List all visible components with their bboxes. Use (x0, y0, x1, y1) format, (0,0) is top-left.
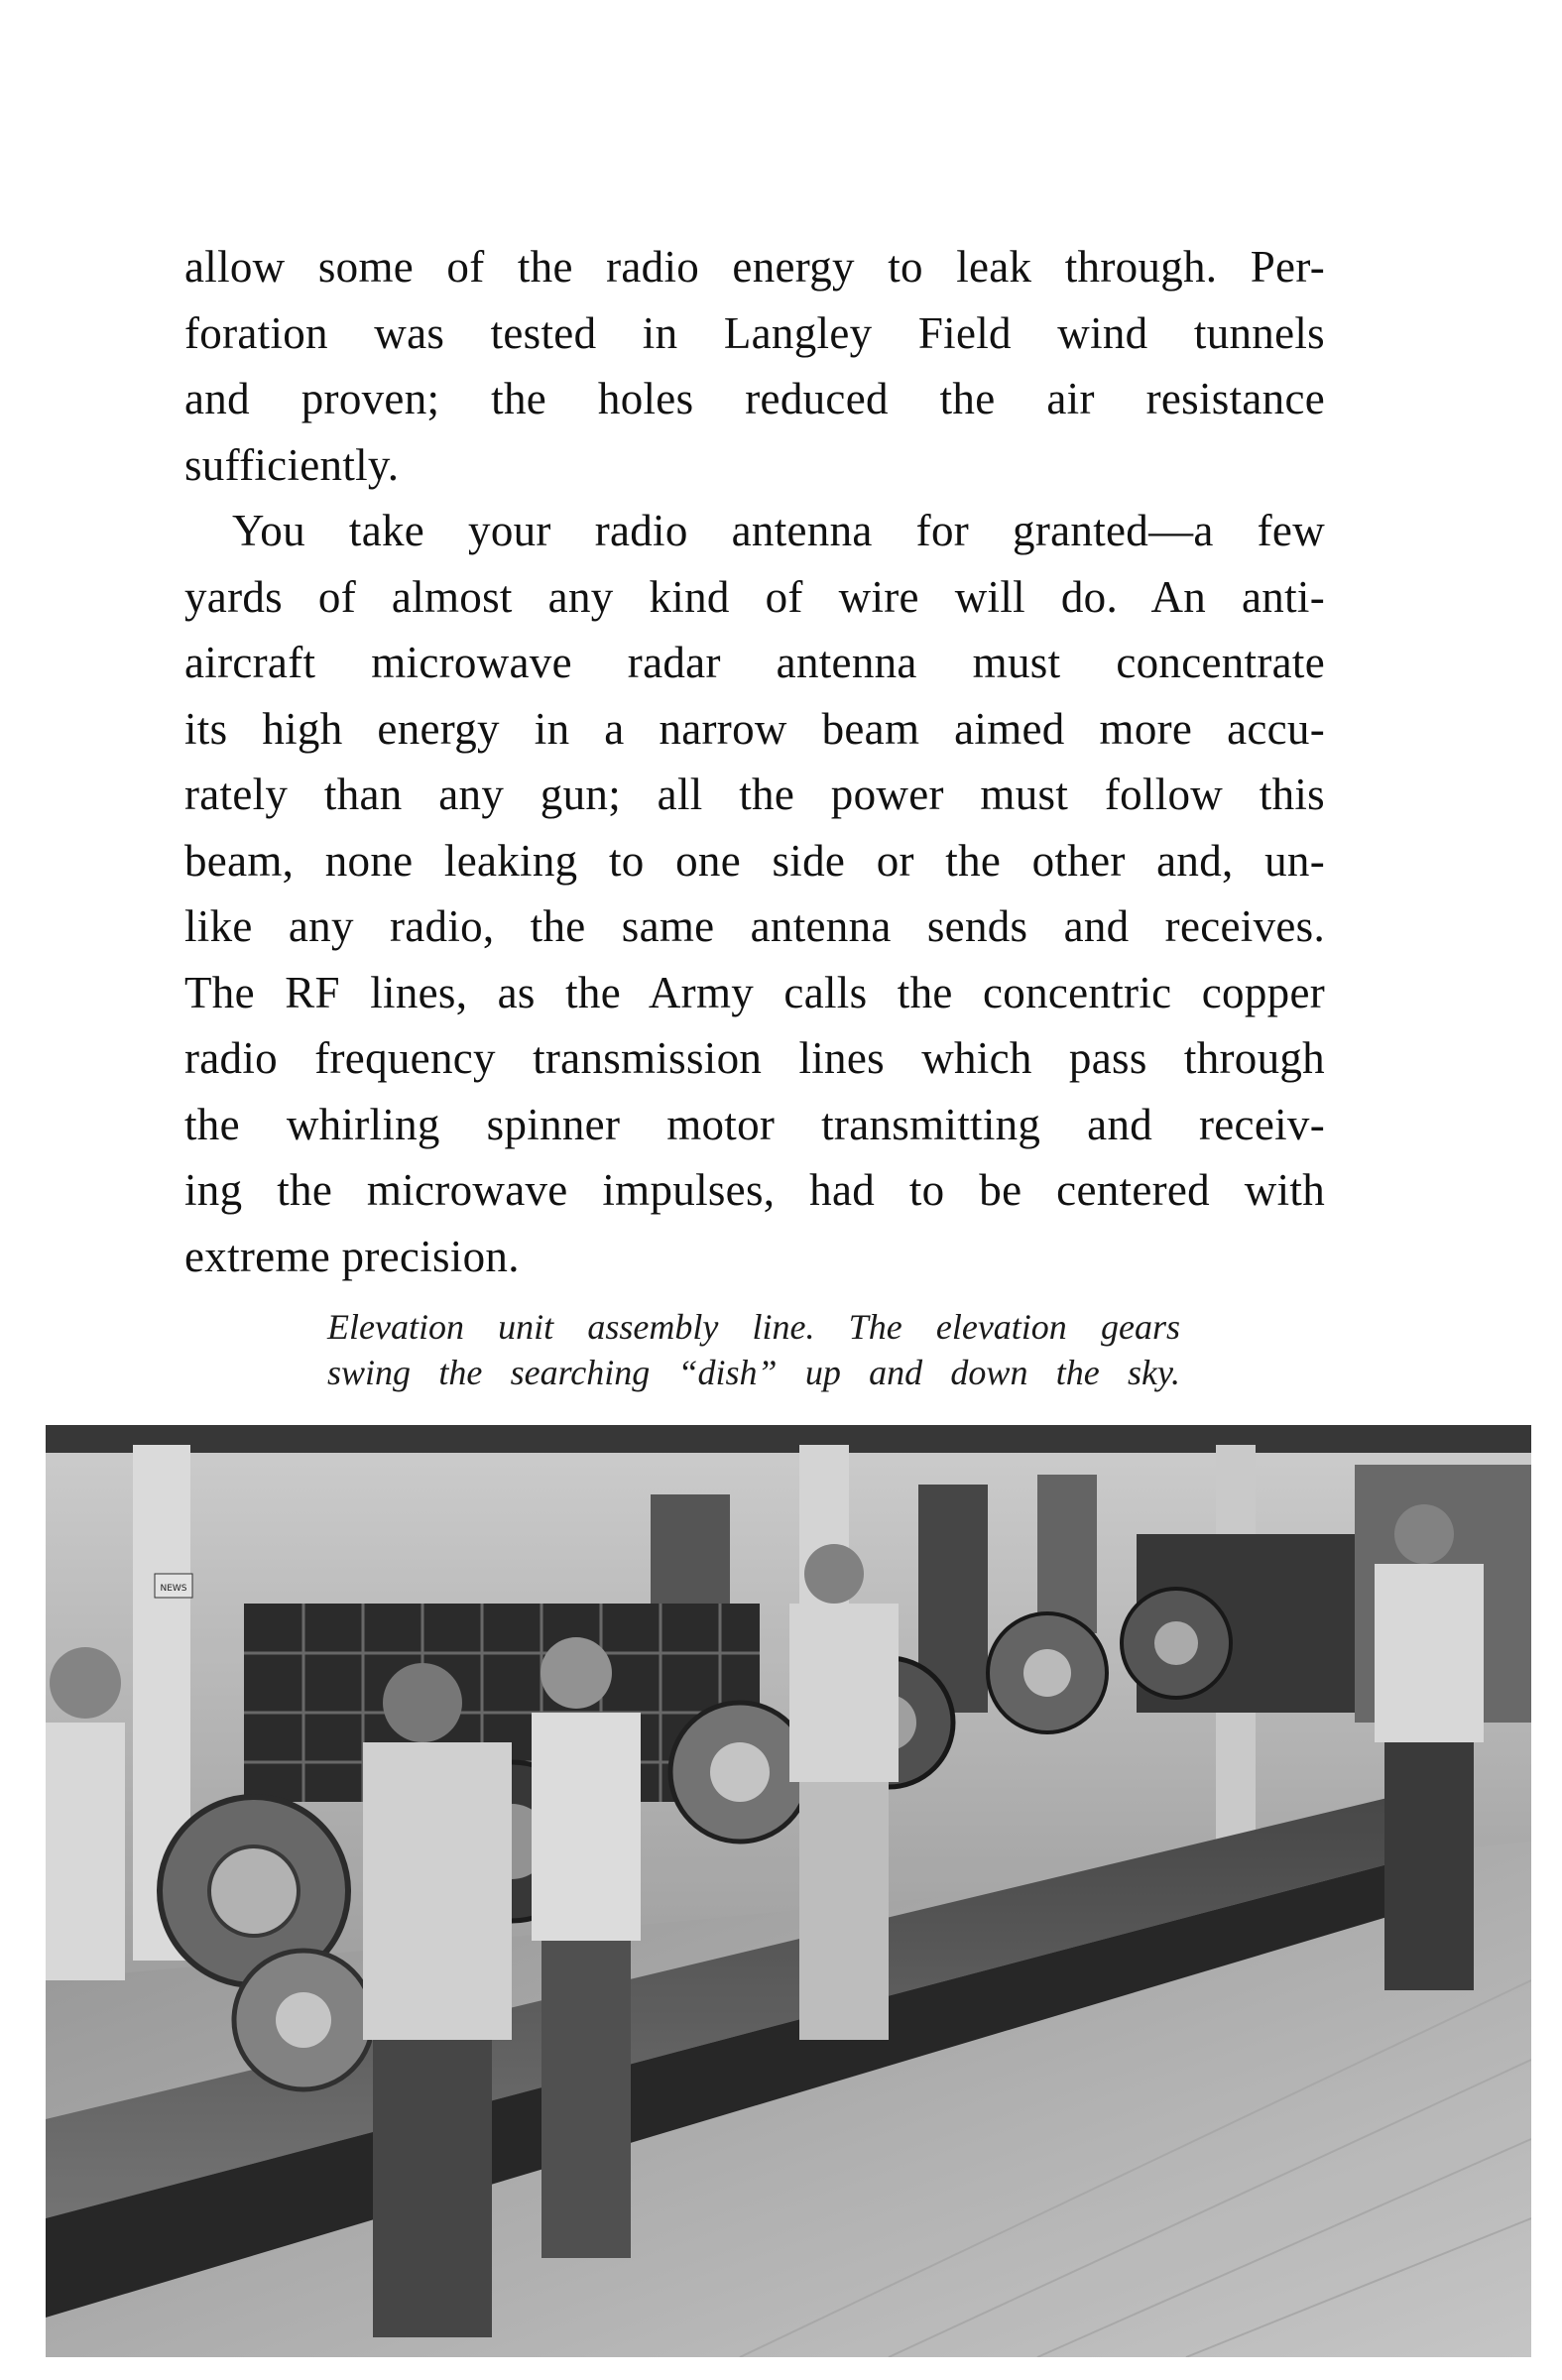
text-line: the whirling spinner motor transmitting and receiv- (184, 1099, 1325, 1149)
caption-line: Elevation unit assembly line. The elevation gears (327, 1307, 1180, 1347)
text-line: like any radio, the same antenna sends and receives. (184, 901, 1325, 951)
text-line: The RF lines, as the Army calls the concentric copper (184, 967, 1325, 1017)
photo-tone (46, 1425, 1531, 2357)
text-line: and proven; the holes reduced the air resistance (184, 374, 1325, 423)
photo-illustration (46, 1425, 1531, 2357)
text-line: rately than any gun; all the power must follow this (184, 770, 1325, 819)
text-line: allow some of the radio energy to leak through. Per- (184, 242, 1325, 292)
text-line: foration was tested in Langley Field wind tunnels (184, 307, 1325, 358)
caption-line: swing the searching “dish” up and down the sky. (327, 1353, 1180, 1392)
text-line: ing the microwave impulses, had to be centered with (184, 1165, 1325, 1215)
text-line: yards of almost any kind of wire will do. An anti- (184, 571, 1325, 622)
text-line: You take your radio antenna for granted—a few (232, 506, 1325, 555)
body-text (184, 234, 1325, 1289)
text-line: beam, none leaking to one side or the other and, un- (184, 835, 1325, 886)
text-line: sufficiently. (184, 439, 400, 490)
text-line: extreme precision. (184, 1231, 520, 1281)
text-line: aircraft microwave radar antenna must concentrate (184, 638, 1325, 687)
wall-sign-text: NEWS (160, 1584, 187, 1594)
assembly-line-photo (46, 1425, 1531, 2357)
photo-caption (327, 1304, 1180, 1395)
text-line: radio frequency transmission lines which pass through (184, 1033, 1325, 1083)
text-line: its high energy in a narrow beam aimed more accu- (184, 703, 1325, 754)
